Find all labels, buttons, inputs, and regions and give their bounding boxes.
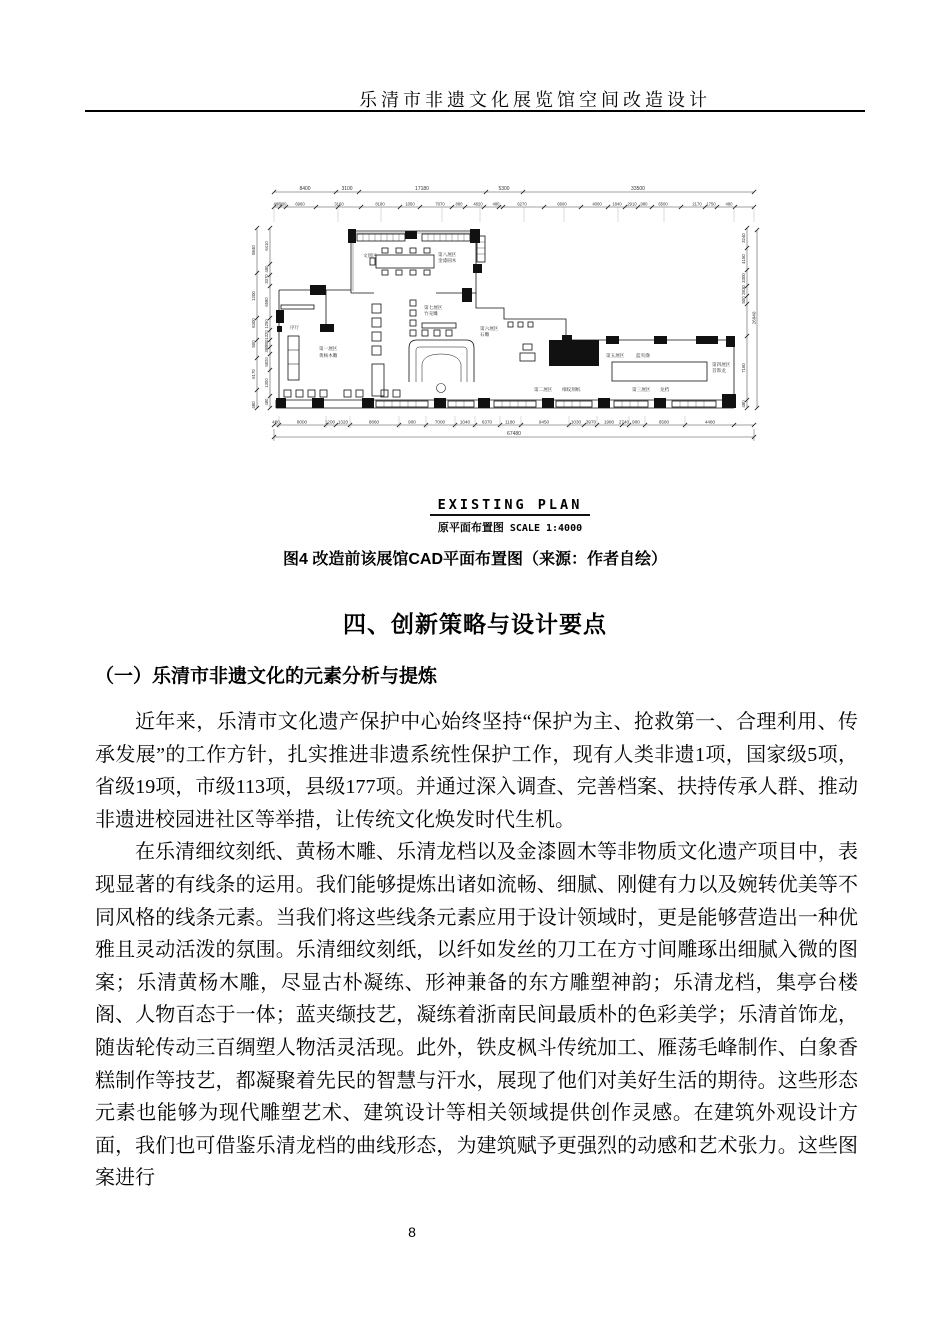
svg-text:4820: 4820 xyxy=(473,201,483,207)
svg-text:4150: 4150 xyxy=(741,254,746,264)
svg-text:800: 800 xyxy=(264,339,269,347)
svg-text:8180: 8180 xyxy=(375,201,385,207)
svg-text:480: 480 xyxy=(741,400,746,408)
svg-text:1300: 1300 xyxy=(264,378,269,388)
svg-text:6270: 6270 xyxy=(517,201,527,207)
svg-text:380: 380 xyxy=(264,345,269,353)
svg-text:500: 500 xyxy=(251,340,256,348)
svg-text:1320: 1320 xyxy=(337,419,349,425)
svg-text:6580: 6580 xyxy=(264,297,269,307)
figure-image xyxy=(226,178,761,470)
paragraph-2: 在乐清细纹刻纸、黄杨木雕、乐清龙档以及金漆圆木等非物质文化遗产项目中，表现显著的有线条的运用。我们能够提炼出诸如流畅、细腻、刚健有力以及婉转优美等不同风格的线条元素。当我们将这些线条元素应用于设计领域时，更是能够营造出一种优雅且灵动活泼的氛围。乐清细纹刻纸，以纤如发丝的刀工在方寸间雕琢出细腻入微的图案；乐清黄杨木雕，尽显古朴凝练、形神兼备的东方雕塑神韵；乐清龙档，集亭台楼阁、人物百态于一体；蓝夹缬技艺，凝练着浙南民间最质朴的色彩美学；乐清首饰龙，随齿轮传动三百绸塑人物活灵活现。此外，铁皮枫斗传统加工、雁荡毛峰制作、白象香糕制作等技艺，都凝聚着先民的智慧与汗水，展现了他们对美好生活的期待。这些形态元素也能够为现代雕塑艺术、建筑设计等相关领域提供创作灵感。在建筑外观设计方面，我们也可借鉴乐清龙档的曲线形态，为建筑赋予更强烈的动感和艺术张力。这些图案进行 xyxy=(95,841,858,1190)
svg-text:3160: 3160 xyxy=(334,201,344,207)
header-title: 乐清市非遗文化展览馆空间改造设计 xyxy=(359,90,711,110)
svg-text:3240: 3240 xyxy=(741,233,746,243)
zone-label-z3-sub: 龙档 xyxy=(660,387,670,392)
plan-title-en: EXISTING PLAN xyxy=(430,497,591,516)
section-heading: 四、创新策略与设计要点 xyxy=(343,611,607,637)
zone-label-z4: 第四展区 xyxy=(712,362,731,367)
svg-text:4000: 4000 xyxy=(592,201,602,207)
svg-text:2740: 2740 xyxy=(618,419,630,425)
zone-label-z6: 第六展区 xyxy=(480,326,499,331)
svg-text:1320: 1320 xyxy=(264,330,269,340)
svg-text:1030: 1030 xyxy=(570,419,582,425)
svg-text:2910: 2910 xyxy=(627,201,637,207)
zone-label-z5-sub: 蓝夹缬 xyxy=(636,353,650,358)
svg-text:2830: 2830 xyxy=(741,285,746,295)
plan-title-block xyxy=(400,494,620,535)
svg-text:1040: 1040 xyxy=(459,419,471,425)
zone-label-z1-sub: 黄杨木雕 xyxy=(319,353,338,358)
svg-text:3300: 3300 xyxy=(741,273,746,283)
zone-label-z4-sub: 首饰龙 xyxy=(712,368,726,373)
plan-scale: SCALE 1:4000 xyxy=(509,523,583,534)
svg-text:6370: 6370 xyxy=(481,419,493,425)
svg-text:6300: 6300 xyxy=(251,318,256,328)
svg-text:17180: 17180 xyxy=(415,186,429,192)
svg-text:3100: 3100 xyxy=(341,186,353,192)
svg-text:8400: 8400 xyxy=(299,186,311,192)
plan-title-cn xyxy=(400,519,620,535)
svg-text:6500: 6500 xyxy=(658,201,668,207)
plan-title-cn-text: 原平面布置图 xyxy=(437,522,504,534)
zone-label-z2: 第二展区 xyxy=(534,387,553,392)
svg-text:7070: 7070 xyxy=(435,201,445,207)
svg-text:1200: 1200 xyxy=(251,291,256,301)
svg-text:480: 480 xyxy=(725,201,733,207)
svg-text:7160: 7160 xyxy=(741,363,746,373)
svg-text:900: 900 xyxy=(632,419,640,425)
zone-label-z1: 第一展区 xyxy=(319,346,338,351)
svg-text:7000: 7000 xyxy=(434,419,446,425)
zone-label-z7: 第七展区 xyxy=(424,305,443,310)
svg-text:3970: 3970 xyxy=(585,419,597,425)
svg-text:6410: 6410 xyxy=(264,241,269,251)
zone-label-z5: 第五展区 xyxy=(606,353,625,358)
svg-text:5300: 5300 xyxy=(498,186,510,192)
zone-label-shop: 文创区 xyxy=(363,253,377,258)
zone-label-z8-sub: 金漆圆木 xyxy=(438,258,457,263)
svg-text:480: 480 xyxy=(272,419,280,425)
svg-text:1840: 1840 xyxy=(612,201,622,207)
svg-text:500: 500 xyxy=(741,296,746,304)
svg-text:8000: 8000 xyxy=(296,419,308,425)
svg-text:33500: 33500 xyxy=(631,186,645,192)
svg-text:480: 480 xyxy=(251,401,256,409)
svg-text:9450: 9450 xyxy=(538,419,550,425)
svg-text:8840: 8840 xyxy=(251,245,256,255)
paragraph-1: 近年来，乐清市文化遗产保护中心始终坚持“保护为主、抢救第一、合理利用、传承发展”的工作方针，扎实推进非遗系统性保护工作，现有人类非遗1项，国家级5项，省级19项，市级113项，县级177项。并通过深入调查、完善档案、扶持传承人群、推动非遗进校园进社区等举措，让传统文化焕发时代生机。 xyxy=(95,711,858,831)
svg-text:8860: 8860 xyxy=(368,419,380,425)
svg-text:3370: 3370 xyxy=(264,274,269,284)
svg-text:1180: 1180 xyxy=(505,419,515,425)
plan-dimension-lines xyxy=(251,186,759,441)
svg-text:67480: 67480 xyxy=(507,431,521,437)
subsection-heading: （一）乐清市非遗文化的元素分析与提炼 xyxy=(95,666,438,687)
svg-text:1980: 1980 xyxy=(603,419,615,425)
page-number: 8 xyxy=(408,1224,416,1240)
svg-text:480: 480 xyxy=(492,201,500,207)
svg-text:480: 480 xyxy=(264,398,269,406)
svg-text:900: 900 xyxy=(279,201,287,207)
header-rule xyxy=(85,110,865,112)
svg-text:5820: 5820 xyxy=(264,357,269,367)
zone-label-z3: 第三展区 xyxy=(632,387,651,392)
zone-label-z8: 第八展区 xyxy=(438,252,457,257)
plan-walls xyxy=(276,231,734,408)
svg-text:480: 480 xyxy=(264,265,269,273)
zone-label-z6-sub: 石雕 xyxy=(480,332,490,337)
svg-text:6170: 6170 xyxy=(251,369,256,379)
figure-caption: 图4 改造前该展馆CAD平面布置图（来源：作者自绘） xyxy=(282,551,667,568)
zone-label-lobby: 序厅 xyxy=(290,325,300,330)
svg-text:2170: 2170 xyxy=(692,201,702,207)
svg-text:980: 980 xyxy=(640,201,648,207)
svg-text:1200: 1200 xyxy=(324,419,336,425)
svg-text:1050: 1050 xyxy=(405,201,415,207)
svg-text:1750: 1750 xyxy=(706,201,716,207)
svg-text:1250: 1250 xyxy=(264,319,269,329)
zone-label-z2-sub: 细纹刻纸 xyxy=(562,387,581,392)
body-text xyxy=(95,706,858,1195)
svg-text:880: 880 xyxy=(455,201,463,207)
svg-text:6600: 6600 xyxy=(557,201,567,207)
cad-floor-plan xyxy=(226,178,761,470)
zone-label-z7-sub: 竹壳雕 xyxy=(424,311,438,316)
svg-text:900: 900 xyxy=(408,419,416,425)
svg-text:4480: 4480 xyxy=(704,419,716,425)
svg-text:26940: 26940 xyxy=(751,311,757,325)
svg-text:6960: 6960 xyxy=(295,201,305,207)
svg-text:6580: 6580 xyxy=(658,419,670,425)
svg-text:480: 480 xyxy=(273,201,281,207)
